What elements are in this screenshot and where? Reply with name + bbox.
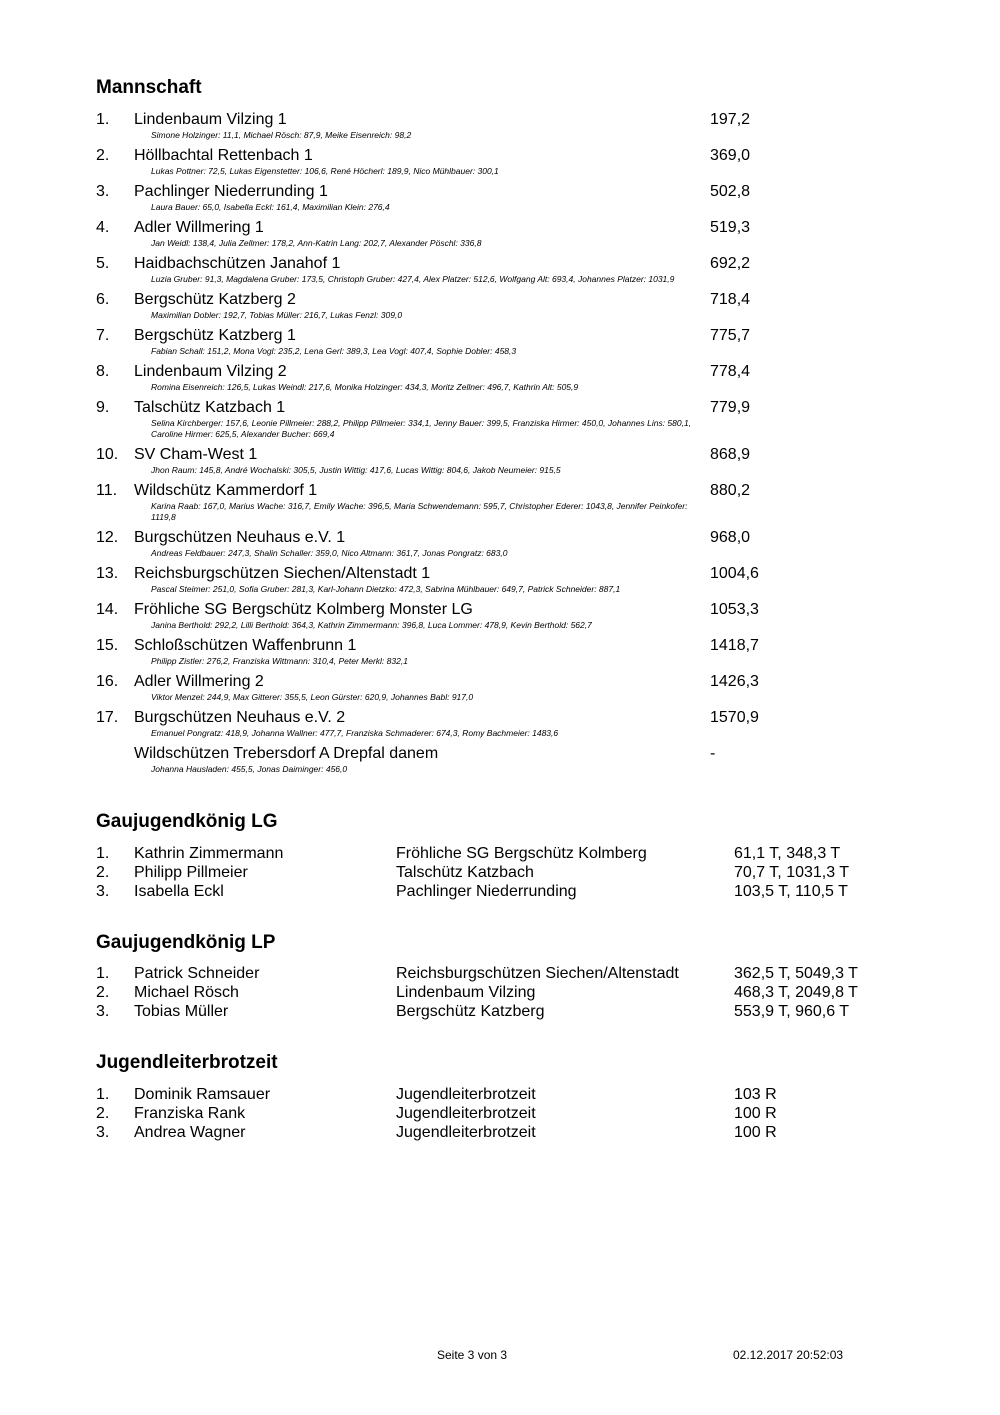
award-rank: 1. <box>96 965 110 982</box>
award-value: 103,5 T, 110,5 T <box>734 883 848 900</box>
jugendleiter-list <box>96 1085 896 1142</box>
team-members: Jhon Raum: 145,8, André Wochalski: 305,5, Justin Wittig: 417,6, Lucas Wittig: 804,6, Jakob Neumeier: 915,5 <box>151 465 561 475</box>
team-rank: 9. <box>96 399 110 416</box>
team-members: Andreas Feldbauer: 247,3, Shalin Schaller: 359,0, Nico Altmann: 361,7, Jonas Pongratz: 683,0 <box>151 548 508 558</box>
section-title-mannschaft: Mannschaft <box>96 77 202 98</box>
team-members: Fabian Schall: 151,2, Mona Vogl: 235,2, Lena Gerl: 389,3, Lea Vogl: 407,4, Sophie Dobler: 458,3 <box>151 346 517 356</box>
team-score: 868,9 <box>710 446 751 463</box>
team-name: Wildschützen Trebersdorf A Drepfal danem <box>134 745 439 762</box>
team-rank: 8. <box>96 363 110 380</box>
team-score: 1570,9 <box>710 709 759 726</box>
team-members: Romina Eisenreich: 126,5, Lukas Weindl: 217,6, Monika Holzinger: 434,3, Moritz Zellner: 496,7, Kathrin Alt: 505,9 <box>151 382 579 392</box>
team-rank: 5. <box>96 255 110 272</box>
section-title-gaujugend-lg: Gaujugendkönig LG <box>96 811 278 832</box>
team-score: 1004,6 <box>710 565 759 582</box>
award-club: Jugendleiterbrotzeit <box>396 1105 536 1122</box>
team-name: Adler Willmering 2 <box>134 673 264 690</box>
team-name: Reichsburgschützen Siechen/Altenstadt 1 <box>134 565 431 582</box>
team-row <box>96 218 816 249</box>
team-score: 1418,7 <box>710 637 759 654</box>
team-rank: 16. <box>96 673 119 690</box>
team-row <box>96 672 816 703</box>
award-value: 100 R <box>734 1124 777 1141</box>
team-members: Viktor Menzel: 244,9, Max Gitterer: 355,5, Leon Gürster: 620,9, Johannes Babl: 917,0 <box>151 692 474 702</box>
team-score: 1426,3 <box>710 673 759 690</box>
team-ranking-list <box>96 110 816 780</box>
award-name: Tobias Müller <box>134 1003 229 1020</box>
award-row <box>96 964 896 983</box>
page-number: Seite 3 von 3 <box>437 1348 508 1362</box>
team-score: 778,4 <box>710 363 751 380</box>
team-members: Emanuel Pongratz: 418,9, Johanna Wallner: 477,7, Franziska Schmaderer: 674,3, Romy Bachmeier: 1483,6 <box>151 728 559 738</box>
team-rank: 7. <box>96 327 110 344</box>
award-club: Bergschütz Katzberg <box>396 1003 545 1020</box>
team-rank: 6. <box>96 291 110 308</box>
team-members: Selina Kirchberger: 157,6, Leonie Pillmeier: 288,2, Philipp Pillmeier: 334,1, Jenny Bauer: 399,5, Franziska Hirmer: 450,0, Johannes Lins: 580,1, Caroline Hirmer: 625,5, Alexander Bucher: 669,4 <box>151 418 692 439</box>
team-score: 197,2 <box>710 111 751 128</box>
team-rank: 3. <box>96 183 110 200</box>
team-rank: 13. <box>96 565 119 582</box>
award-row <box>96 1002 896 1021</box>
award-row <box>96 1123 896 1142</box>
award-name: Michael Rösch <box>134 984 239 1001</box>
team-row <box>96 398 816 440</box>
award-name: Philipp Pillmeier <box>134 864 248 881</box>
award-row <box>96 1104 896 1123</box>
award-name: Isabella Eckl <box>134 883 224 900</box>
team-score: 369,0 <box>710 147 751 164</box>
award-value: 468,3 T, 2049,8 T <box>734 984 858 1001</box>
team-row <box>96 290 816 321</box>
team-rank: 11. <box>96 482 118 499</box>
team-name: Lindenbaum Vilzing 1 <box>134 111 287 128</box>
award-rank: 2. <box>96 1105 110 1122</box>
award-name: Andrea Wagner <box>134 1124 246 1141</box>
award-value: 70,7 T, 1031,3 T <box>734 864 850 881</box>
award-rank: 1. <box>96 1086 110 1103</box>
award-rank: 3. <box>96 883 110 900</box>
team-rank: 17. <box>96 709 119 726</box>
team-score: 880,2 <box>710 482 751 499</box>
team-row <box>96 254 816 285</box>
team-row <box>96 445 816 476</box>
team-row <box>96 481 816 523</box>
award-club: Jugendleiterbrotzeit <box>396 1086 536 1103</box>
award-club: Reichsburgschützen Siechen/Altenstadt <box>396 965 679 982</box>
team-score: 692,2 <box>710 255 751 272</box>
team-score: - <box>710 745 716 762</box>
team-members: Karina Raab: 167,0, Marius Wache: 316,7, Emily Wache: 396,5, Maria Schwendemann: 595,7, Christopher Ederer: 1043,8, Jennifer Peinkofer: 1119,8 <box>151 501 688 522</box>
award-name: Franziska Rank <box>134 1105 246 1122</box>
team-name: Burgschützen Neuhaus e.V. 2 <box>134 709 346 726</box>
team-members: Luzia Gruber: 91,3, Magdalena Gruber: 173,5, Christoph Gruber: 427,4, Alex Platzer: 512,6, Wolfgang Alt: 693,4, Johannes Platzer: 1031,9 <box>151 274 675 284</box>
team-score: 519,3 <box>710 219 751 236</box>
team-name: Fröhliche SG Bergschütz Kolmberg Monster LG <box>134 601 473 618</box>
team-members: Pascal Steimer: 251,0, Sofia Gruber: 281,3, Karl-Johann Dietzko: 472,3, Sabrina Mühlbauer: 649,7, Patrick Schneider: 887,1 <box>151 584 621 594</box>
team-row <box>96 708 816 739</box>
team-rank: 10. <box>96 446 119 463</box>
team-name: Schloßschützen Waffenbrunn 1 <box>134 637 357 654</box>
award-name: Patrick Schneider <box>134 965 260 982</box>
team-row <box>96 600 816 631</box>
award-value: 100 R <box>734 1105 777 1122</box>
team-members: Lukas Pottner: 72,5, Lukas Eigenstetter: 106,6, René Höcherl: 189,9, Nico Mühlbauer: 300,1 <box>151 166 499 176</box>
team-name: Wildschütz Kammerdorf 1 <box>134 482 318 499</box>
section-title-gaujugend-lp: Gaujugendkönig LP <box>96 932 276 953</box>
team-rank: 14. <box>96 601 119 618</box>
team-row <box>96 528 816 559</box>
award-club: Talschütz Katzbach <box>396 864 534 881</box>
award-row <box>96 844 896 863</box>
team-rank: 12. <box>96 529 119 546</box>
team-score: 502,8 <box>710 183 751 200</box>
team-row <box>96 182 816 213</box>
team-members: Jan Weidl: 138,4, Julia Zellmer: 178,2, Ann-Katrin Lang: 202,7, Alexander Pöschl: 336,8 <box>151 238 482 248</box>
award-name: Kathrin Zimmermann <box>134 845 284 862</box>
team-row <box>96 146 816 177</box>
team-row <box>96 636 816 667</box>
team-score: 1053,3 <box>710 601 759 618</box>
award-club: Pachlinger Niederrunding <box>396 883 577 900</box>
team-members: Simone Holzinger: 11,1, Michael Rösch: 87,9, Meike Eisenreich: 98,2 <box>151 130 412 140</box>
award-row <box>96 863 896 882</box>
award-club: Jugendleiterbrotzeit <box>396 1124 536 1141</box>
team-row <box>96 744 816 775</box>
award-row <box>96 983 896 1002</box>
award-value: 553,9 T, 960,6 T <box>734 1003 850 1020</box>
team-name: Höllbachtal Rettenbach 1 <box>134 147 313 164</box>
team-row <box>96 110 816 141</box>
award-value: 61,1 T, 348,3 T <box>734 845 841 862</box>
team-members: Johanna Hausladen: 455,5, Jonas Daiminger: 456,0 <box>151 764 348 774</box>
team-name: Talschütz Katzbach 1 <box>134 399 286 416</box>
team-name: Bergschütz Katzberg 1 <box>134 327 296 344</box>
team-members: Janina Berthold: 292,2, Lilli Berthold: 364,3, Kathrin Zimmermann: 396,8, Luca Lommer: 478,9, Kevin Berthold: 562,7 <box>151 620 592 630</box>
team-rank: 4. <box>96 219 110 236</box>
gaujugend-lp-list <box>96 964 896 1021</box>
award-rank: 3. <box>96 1124 110 1141</box>
team-score: 718,4 <box>710 291 751 308</box>
award-value: 103 R <box>734 1086 777 1103</box>
print-timestamp: 02.12.2017 20:52:03 <box>733 1348 844 1362</box>
team-rank: 2. <box>96 147 110 164</box>
award-name: Dominik Ramsauer <box>134 1086 271 1103</box>
team-name: Lindenbaum Vilzing 2 <box>134 363 287 380</box>
team-name: Burgschützen Neuhaus e.V. 1 <box>134 529 346 546</box>
award-rank: 1. <box>96 845 110 862</box>
team-row <box>96 564 816 595</box>
award-value: 362,5 T, 5049,3 T <box>734 965 858 982</box>
gaujugend-lg-list <box>96 844 896 901</box>
award-rank: 2. <box>96 984 110 1001</box>
section-title-jugendleiter: Jugendleiterbrotzeit <box>96 1052 278 1073</box>
team-members: Maximilian Dobler: 192,7, Tobias Müller: 216,7, Lukas Fenzl: 309,0 <box>151 310 403 320</box>
team-name: Haidbachschützen Janahof 1 <box>134 255 341 272</box>
award-club: Fröhliche SG Bergschütz Kolmberg <box>396 845 647 862</box>
team-score: 779,9 <box>710 399 751 416</box>
team-score: 968,0 <box>710 529 751 546</box>
team-name: SV Cham-West 1 <box>134 446 258 463</box>
team-name: Bergschütz Katzberg 2 <box>134 291 296 308</box>
team-score: 775,7 <box>710 327 751 344</box>
team-members: Philipp Zistler: 276,2, Franziska Wittmann: 310,4, Peter Merkl: 832,1 <box>151 656 408 666</box>
team-name: Adler Willmering 1 <box>134 219 264 236</box>
award-rank: 3. <box>96 1003 110 1020</box>
team-members: Laura Bauer: 65,0, Isabella Eckl: 161,4, Maximilian Klein: 276,4 <box>151 202 390 212</box>
award-row <box>96 1085 896 1104</box>
award-rank: 2. <box>96 864 110 881</box>
team-name: Pachlinger Niederrunding 1 <box>134 183 328 200</box>
team-row <box>96 326 816 357</box>
award-row <box>96 882 896 901</box>
team-rank: 15. <box>96 637 119 654</box>
award-club: Lindenbaum Vilzing <box>396 984 536 1001</box>
team-row <box>96 362 816 393</box>
team-rank: 1. <box>96 111 110 128</box>
